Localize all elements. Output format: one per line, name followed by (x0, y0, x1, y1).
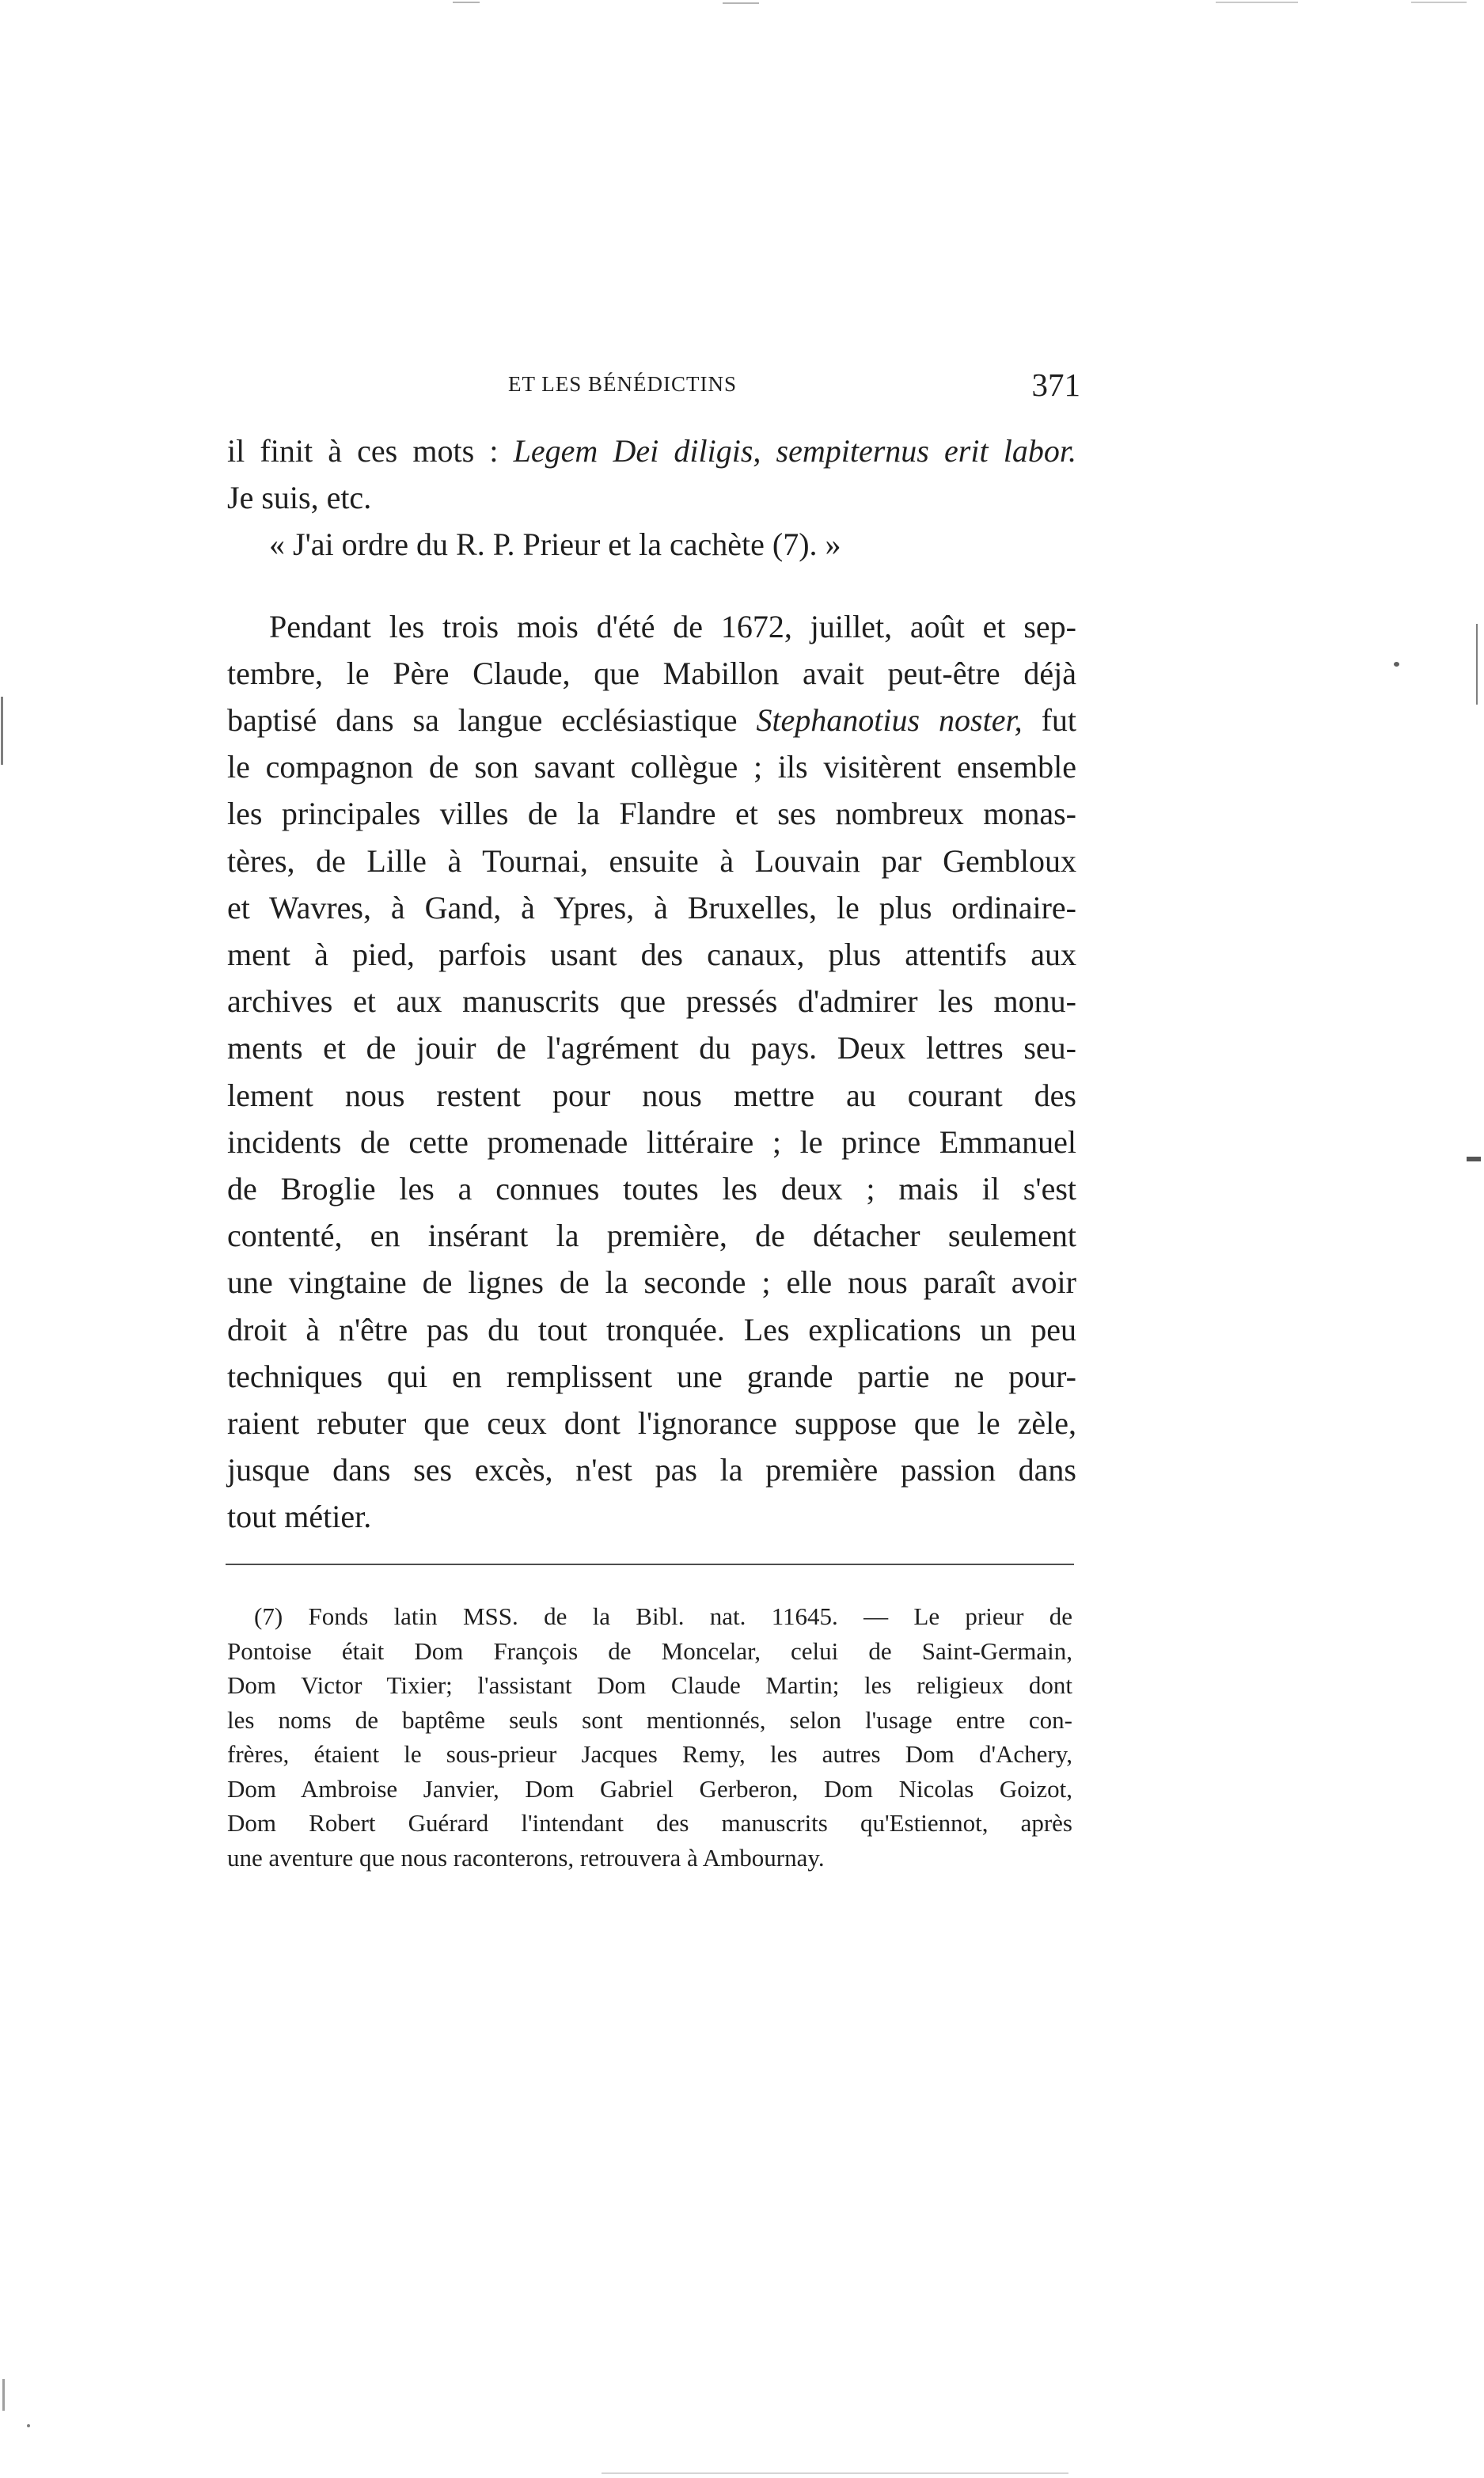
running-title: ET LES BÉNÉDICTINS (508, 372, 737, 396)
text-line: contenté, en insérant la première, de détacher seulement (227, 1218, 1076, 1254)
scan-artifact-top (1216, 2, 1298, 3)
scan-artifact-left-dot (27, 2424, 30, 2427)
scan-artifact-top (723, 2, 759, 4)
text-line: « J'ai ordre du R. P. Prieur et la cachète (7). » (269, 526, 841, 563)
text-line: jusque dans ses excès, n'est pas la première passion dans (227, 1452, 1076, 1488)
scan-artifact-dot (1394, 662, 1399, 667)
scan-artifact-bottom (602, 2472, 1068, 2474)
footnote-line: Dom Victor Tixier; l'assistant Dom Claude Martin; les religieux dont (227, 1671, 1072, 1699)
text-line: Je suis, etc. (227, 480, 372, 516)
footnote (227, 1599, 1072, 1875)
text-line: ment à pied, parfois usant des canaux, plus attentifs aux (227, 937, 1076, 973)
text-run: baptisé dans sa langue ecclésiastique (227, 702, 757, 739)
main-text (227, 428, 1076, 1541)
footnote-line: une aventure que nous raconterons, retrouvera à Ambournay. (227, 1843, 825, 1872)
text-line: Pendant les trois mois d'été de 1672, juillet, août et sep- (269, 608, 1076, 644)
footnote-line: Pontoise était Dom François de Moncelar, celui de Saint-Germain, (227, 1636, 1072, 1665)
text-line: archives et aux manuscrits que pressés d'admirer les monu- (227, 983, 1076, 1020)
scan-artifact-dash (1467, 1157, 1481, 1161)
footnote-line: (7) Fonds latin MSS. de la Bibl. nat. 11645. — Le prieur de (254, 1602, 1072, 1630)
footnote-line: frères, étaient le sous-prieur Jacques Remy, les autres Dom d'Achery, (227, 1740, 1072, 1768)
paragraph-gap (227, 568, 1076, 603)
footnote-line: Dom Ambroise Janvier, Dom Gabriel Gerberon, Dom Nicolas Goizot, (227, 1774, 1072, 1803)
footnote-line: les noms de baptême seuls sont mentionnés, selon l'usage entre con- (227, 1705, 1072, 1734)
text-line: tout métier. (227, 1499, 372, 1535)
page-number: 371 (1031, 367, 1080, 403)
text-line: raient rebuter que ceux dont l'ignorance suppose que le zèle, (227, 1405, 1076, 1442)
text-line: une vingtaine de lignes de la seconde ; elle nous paraît avoir (227, 1264, 1076, 1301)
text-run: il finit à ces mots : (227, 433, 514, 469)
text-line: les principales villes de la Flandre et ses nombreux monas- (227, 796, 1076, 832)
text-line (227, 697, 1076, 743)
text-line: tères, de Lille à Tournai, ensuite à Louvain par Gembloux (227, 842, 1076, 879)
text-line: tembre, le Père Claude, que Mabillon avait peut-être déjà (227, 655, 1076, 691)
text-line: incidents de cette promenade littéraire ; le prince Emmanuel (227, 1123, 1076, 1160)
latin-quote: Legem Dei diligis, sempiternus erit labor. (513, 433, 1077, 469)
text-line: ments et de jouir de l'agrément du pays. Deux lettres seu- (227, 1030, 1076, 1066)
text-line: et Wavres, à Gand, à Ypres, à Bruxelles, le plus ordinaire- (227, 889, 1076, 925)
footnote-separator (226, 1564, 1074, 1565)
text-line: techniques qui en remplissent une grande partie ne pour- (227, 1358, 1076, 1394)
footnote-line: Dom Robert Guérard l'intendant des manuscrits qu'Estiennot, après (227, 1809, 1072, 1837)
text-line: de Broglie les a connues toutes les deux ; mais il s'est (227, 1171, 1076, 1207)
text-line: le compagnon de son savant collègue ; ils visitèrent ensemble (227, 749, 1076, 785)
text-line (227, 428, 1076, 474)
latin-name: Stephanotius noster, (756, 702, 1023, 739)
scan-artifact-left-bar (1, 697, 3, 765)
scan-artifact-top (1411, 2, 1467, 3)
scan-artifact-left-edge (2, 2379, 5, 2411)
scan-artifact-right-bar (1476, 624, 1478, 705)
running-header (227, 366, 1080, 401)
scan-artifact-top (453, 2, 480, 3)
text-line: droit à n'être pas du tout tronquée. Les explications un peu (227, 1311, 1076, 1347)
text-line: lement nous restent pour nous mettre au courant des (227, 1077, 1076, 1113)
text-run: fut (1022, 702, 1077, 739)
